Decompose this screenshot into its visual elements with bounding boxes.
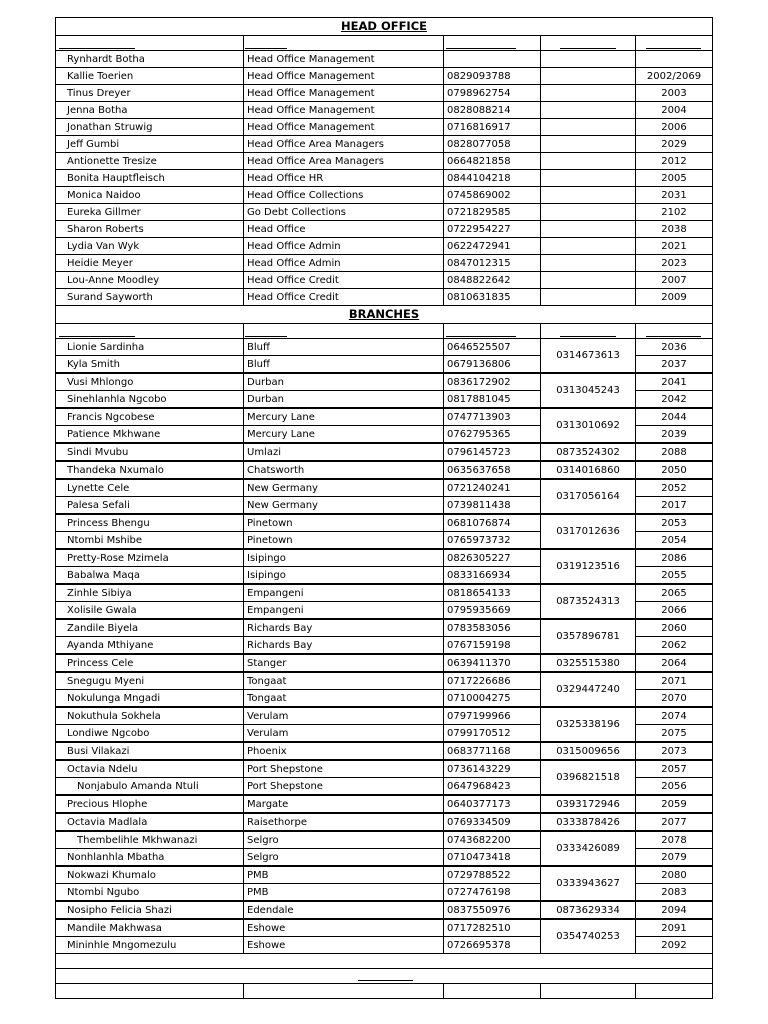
table-row [56,289,713,306]
cellphone-cell: 0745869002 [444,187,541,204]
cellphone-cell [444,51,541,68]
department-cell: Head Office Management [244,51,444,68]
telephone-cell: 0313010692 [541,408,636,443]
extension-cell: 2041 [636,373,713,391]
extension-cell: 2059 [636,795,713,813]
branch-cell: Mercury Lane [244,426,444,444]
department-cell: Head Office Credit [244,289,444,306]
table-row [56,584,713,602]
telephone-cell: 0317056164 [541,479,636,514]
name-cell: Mininhle Mngomezulu [56,937,244,954]
cellphone-cell: 0837550976 [444,901,541,919]
branch-cell: Phoenix [244,742,444,760]
extension-cell: 2062 [636,637,713,655]
branch-cell: Raisethorpe [244,813,444,831]
table-row [56,373,713,391]
table-row [56,339,713,356]
telephone-cell: 0873629334 [541,901,636,919]
cellphone-cell: 0664821858 [444,153,541,170]
cellphone-cell: 0828088214 [444,102,541,119]
extension-cell: 2006 [636,119,713,136]
table-row [56,119,713,136]
telephone-cell [541,272,636,289]
name-cell: Ntombi Ngubo [56,884,244,902]
telephone-cell [541,136,636,153]
telephone-cell [541,187,636,204]
extension-cell: 2078 [636,831,713,849]
extension-cell: 2007 [636,272,713,289]
extension-cell: 2029 [636,136,713,153]
cellphone-cell: 0729788522 [444,866,541,884]
extension-cell: 2044 [636,408,713,426]
extension-cell [636,51,713,68]
head-office-section [56,18,713,306]
table-row [56,51,713,68]
head-office-title: HEAD OFFICE [56,18,713,36]
cellphone-cell: 0798962754 [444,85,541,102]
name-cell: Mandile Makhwasa [56,919,244,937]
extension-cell: 2052 [636,479,713,497]
telephone-cell: 0317012636 [541,514,636,549]
cellphone-cell: 0721829585 [444,204,541,221]
name-cell: Tinus Dreyer [56,85,244,102]
table-row [56,255,713,272]
cellphone-cell: 0847012315 [444,255,541,272]
branch-cell: Empangeni [244,602,444,620]
extension-cell: 2073 [636,742,713,760]
extension-cell: 2038 [636,221,713,238]
telephone-cell [541,153,636,170]
cellphone-cell: 0710473418 [444,849,541,867]
extension-cell: 2065 [636,584,713,602]
telephone-cell: 0315009656 [541,742,636,760]
extension-cell: 2056 [636,778,713,796]
name-cell: Kallie Toerien [56,68,244,85]
table-row [56,187,713,204]
name-cell: Jeff Gumbi [56,136,244,153]
extension-cell: 2092 [636,937,713,954]
branch-cell: Durban [244,391,444,409]
cellphone-cell: 0743682200 [444,831,541,849]
branch-cell: Bluff [244,339,444,356]
telephone-cell: 0319123516 [541,549,636,584]
name-cell: Thandeka Nxumalo [56,461,244,479]
branch-cell: Tongaat [244,672,444,690]
table-row [56,170,713,187]
branch-cell: Verulam [244,725,444,743]
extension-cell: 2009 [636,289,713,306]
branch-cell: Mercury Lane [244,408,444,426]
name-cell: Eureka Gillmer [56,204,244,221]
cellphone-cell: 0796145723 [444,443,541,461]
cellphone-cell: 0817881045 [444,391,541,409]
department-cell: Head Office Management [244,119,444,136]
telephone-cell [541,119,636,136]
extension-cell: 2021 [636,238,713,255]
name-cell: Monica Naidoo [56,187,244,204]
cellphone-cell: 0683771168 [444,742,541,760]
table-row [56,742,713,760]
extension-cell: 2066 [636,602,713,620]
branch-cell: Tongaat [244,690,444,708]
department-cell: Head Office HR [244,170,444,187]
name-cell: Lynette Cele [56,479,244,497]
department-cell: Head Office Credit [244,272,444,289]
cellphone-cell: 0727476198 [444,884,541,902]
department-cell: Head Office [244,221,444,238]
name-cell: Bonita Hauptfleisch [56,170,244,187]
name-cell: Nosipho Felicia Shazi [56,901,244,919]
table-row [56,461,713,479]
telephone-cell [541,204,636,221]
branch-cell: New Germany [244,497,444,515]
cellphone-cell: 0797199966 [444,707,541,725]
extension-cell: 2002/2069 [636,68,713,85]
telephone-cell: 0325338196 [541,707,636,742]
extension-cell: 2070 [636,690,713,708]
name-cell: Princess Cele [56,654,244,672]
branch-cell: Selgro [244,849,444,867]
name-cell: Nonjabulo Amanda Ntuli [56,778,244,796]
extension-cell: 2074 [636,707,713,725]
telephone-cell: 0314016860 [541,461,636,479]
name-cell: Nonhlanhla Mbatha [56,849,244,867]
table-row [56,831,713,849]
cellphone-cell: 0836172902 [444,373,541,391]
cellphone-cell: 0717226686 [444,672,541,690]
extension-cell: 2091 [636,919,713,937]
table-row [56,479,713,497]
name-cell: Snegugu Myeni [56,672,244,690]
table-row [56,221,713,238]
telephone-cell: 0329447240 [541,672,636,707]
extension-cell: 2050 [636,461,713,479]
cellphone-cell: 0829093788 [444,68,541,85]
name-cell: Busi Vilakazi [56,742,244,760]
extension-cell: 2017 [636,497,713,515]
telephone-cell: 0393172946 [541,795,636,813]
extension-cell: 2064 [636,654,713,672]
table-row [56,85,713,102]
table-row [56,760,713,778]
name-cell: Patience Mkhwane [56,426,244,444]
branch-cell: Empangeni [244,584,444,602]
cellphone-cell: 0647968423 [444,778,541,796]
name-cell: Surand Sayworth [56,289,244,306]
branch-cell: New Germany [244,479,444,497]
branch-cell: Richards Bay [244,637,444,655]
extension-cell: 2094 [636,901,713,919]
table-row [56,919,713,937]
department-cell: Head Office Admin [244,255,444,272]
department-cell: Head Office Management [244,68,444,85]
branch-cell: Umlazi [244,443,444,461]
department-cell: Head Office Area Managers [244,153,444,170]
table-row [56,102,713,119]
extension-cell: 2075 [636,725,713,743]
extension-cell: 2088 [636,443,713,461]
name-cell: Ayanda Mthiyane [56,637,244,655]
name-cell: Nokulunga Mngadi [56,690,244,708]
branch-cell: Bluff [244,356,444,374]
cellphone-cell: 0844104218 [444,170,541,187]
contact-sheet [55,17,712,999]
telephone-cell [541,289,636,306]
cellphone-cell: 0679136806 [444,356,541,374]
department-cell: Head Office Management [244,102,444,119]
cellphone-cell: 0828077058 [444,136,541,153]
name-cell: Lydia Van Wyk [56,238,244,255]
name-cell: Jonathan Struwig [56,119,244,136]
cellphone-cell: 0767159198 [444,637,541,655]
telephone-cell [541,102,636,119]
cellphone-cell: 0783583056 [444,619,541,637]
department-cell: Go Debt Collections [244,204,444,221]
extension-cell: 2023 [636,255,713,272]
name-cell: Sharon Roberts [56,221,244,238]
table-row [56,707,713,725]
table-row [56,238,713,255]
column-underline-row [56,36,713,51]
telephone-cell [541,255,636,272]
cellphone-cell: 0765973732 [444,532,541,550]
table-row [56,654,713,672]
telephone-cell: 0313045243 [541,373,636,408]
cellphone-cell: 0762795365 [444,426,541,444]
cellphone-cell: 0726695378 [444,937,541,954]
name-cell: Pretty-Rose Mzimela [56,549,244,567]
branch-cell: Isipingo [244,567,444,585]
branches-section [56,306,713,954]
branch-cell: PMB [244,884,444,902]
table-row [56,514,713,532]
extension-cell: 2004 [636,102,713,119]
cellphone-cell: 0722954227 [444,221,541,238]
name-cell: Londiwe Ngcobo [56,725,244,743]
telephone-cell: 0325515380 [541,654,636,672]
telephone-cell [541,221,636,238]
table-row [56,549,713,567]
branch-cell: Richards Bay [244,619,444,637]
name-cell: Thembelihle Mkhwanazi [56,831,244,849]
name-cell: Zandile Biyela [56,619,244,637]
telephone-cell [541,51,636,68]
branch-cell: Durban [244,373,444,391]
table-row [56,136,713,153]
extension-cell: 2086 [636,549,713,567]
name-cell: Lionie Sardinha [56,339,244,356]
name-cell: Rynhardt Botha [56,51,244,68]
table-row [56,153,713,170]
department-cell: Head Office Area Managers [244,136,444,153]
telephone-cell [541,68,636,85]
branch-cell: Edendale [244,901,444,919]
cellphone-cell: 0639411370 [444,654,541,672]
contact-table [55,17,713,999]
table-row [56,813,713,831]
cellphone-cell: 0640377173 [444,795,541,813]
telephone-cell [541,238,636,255]
cellphone-cell: 0646525507 [444,339,541,356]
cellphone-cell: 0769334509 [444,813,541,831]
cellphone-cell: 0717282510 [444,919,541,937]
cellphone-cell: 0747713903 [444,408,541,426]
name-cell: Vusi Mhlongo [56,373,244,391]
cellphone-cell: 0739811438 [444,497,541,515]
name-cell: Heidie Meyer [56,255,244,272]
extension-cell: 2039 [636,426,713,444]
table-row [56,901,713,919]
name-cell: Lou-Anne Moodley [56,272,244,289]
branch-cell: Port Shepstone [244,760,444,778]
table-footer [56,954,713,999]
extension-cell: 2053 [636,514,713,532]
branch-cell: Eshowe [244,919,444,937]
name-cell: Princess Bhengu [56,514,244,532]
name-cell: Nokwazi Khumalo [56,866,244,884]
branch-cell: Chatsworth [244,461,444,479]
department-cell: Head Office Management [244,85,444,102]
cellphone-cell: 0810631835 [444,289,541,306]
cellphone-cell: 0799170512 [444,725,541,743]
branch-cell: Port Shepstone [244,778,444,796]
telephone-cell [541,85,636,102]
telephone-cell: 0396821518 [541,760,636,795]
extension-cell: 2037 [636,356,713,374]
cellphone-cell: 0710004275 [444,690,541,708]
telephone-cell [541,170,636,187]
extension-cell: 2080 [636,866,713,884]
branch-cell: PMB [244,866,444,884]
name-cell: Kyla Smith [56,356,244,374]
cellphone-cell: 0622472941 [444,238,541,255]
extension-cell: 2057 [636,760,713,778]
column-underline-row [56,324,713,339]
table-row [56,619,713,637]
extension-cell: 2079 [636,849,713,867]
name-cell: Sindi Mvubu [56,443,244,461]
telephone-cell: 0333943627 [541,866,636,901]
cellphone-cell: 0681076874 [444,514,541,532]
extension-cell: 2036 [636,339,713,356]
name-cell: Sinehlanhla Ngcobo [56,391,244,409]
extension-cell: 2054 [636,532,713,550]
branch-cell: Pinetown [244,532,444,550]
name-cell: Antionette Tresize [56,153,244,170]
extension-cell: 2071 [636,672,713,690]
extension-cell: 2005 [636,170,713,187]
extension-cell: 2012 [636,153,713,170]
extension-cell: 2060 [636,619,713,637]
table-row [56,408,713,426]
branch-cell: Margate [244,795,444,813]
table-row [56,443,713,461]
name-cell: Francis Ngcobese [56,408,244,426]
cellphone-cell: 0721240241 [444,479,541,497]
branch-cell: Eshowe [244,937,444,954]
branch-cell: Isipingo [244,549,444,567]
cellphone-cell: 0635637658 [444,461,541,479]
cellphone-cell: 0848822642 [444,272,541,289]
name-cell: Precious Hlophe [56,795,244,813]
name-cell: Jenna Botha [56,102,244,119]
cellphone-cell: 0818654133 [444,584,541,602]
cellphone-cell: 0716816917 [444,119,541,136]
name-cell: Octavia Madlala [56,813,244,831]
name-cell: Nokuthula Sokhela [56,707,244,725]
telephone-cell: 0354740253 [541,919,636,954]
telephone-cell: 0314673613 [541,339,636,374]
table-row [56,272,713,289]
branch-cell: Selgro [244,831,444,849]
cellphone-cell: 0795935669 [444,602,541,620]
name-cell: Ntombi Mshibe [56,532,244,550]
extension-cell: 2003 [636,85,713,102]
telephone-cell: 0873524313 [541,584,636,619]
department-cell: Head Office Admin [244,238,444,255]
extension-cell: 2102 [636,204,713,221]
cellphone-cell: 0826305227 [444,549,541,567]
name-cell: Zinhle Sibiya [56,584,244,602]
telephone-cell: 0357896781 [541,619,636,654]
table-row [56,204,713,221]
table-row [56,672,713,690]
telephone-cell: 0873524302 [541,443,636,461]
name-cell: Octavia Ndelu [56,760,244,778]
extension-cell: 2042 [636,391,713,409]
branch-cell: Pinetown [244,514,444,532]
name-cell: Palesa Sefali [56,497,244,515]
branch-cell: Stanger [244,654,444,672]
extension-cell: 2083 [636,884,713,902]
department-cell: Head Office Collections [244,187,444,204]
extension-cell: 2055 [636,567,713,585]
cellphone-cell: 0833166934 [444,567,541,585]
telephone-cell: 0333426089 [541,831,636,866]
cellphone-cell: 0736143229 [444,760,541,778]
branch-cell: Verulam [244,707,444,725]
extension-cell: 2031 [636,187,713,204]
branches-title: BRANCHES [56,306,713,324]
extension-cell: 2077 [636,813,713,831]
table-row [56,866,713,884]
table-row [56,68,713,85]
telephone-cell: 0333878426 [541,813,636,831]
table-row [56,795,713,813]
name-cell: Xolisile Gwala [56,602,244,620]
name-cell: Babalwa Maqa [56,567,244,585]
